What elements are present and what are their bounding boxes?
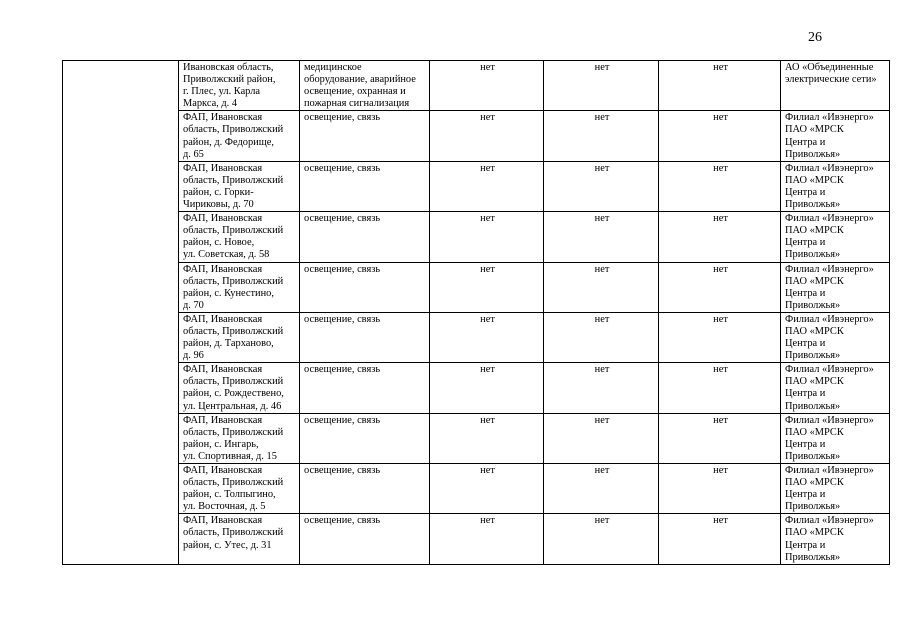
col3-cell [430, 413, 544, 463]
col4-cell [544, 61, 659, 111]
col5-cell [659, 212, 781, 262]
equipment-text: освещение, связь [304, 112, 381, 124]
organization-cell [781, 111, 890, 161]
organization-cell [781, 61, 890, 111]
col3-cell [430, 464, 544, 514]
col4-text: нет [594, 112, 610, 124]
address-cell [179, 61, 300, 111]
equipment-text: освещение, связь [304, 162, 381, 174]
col3-cell [430, 61, 544, 111]
col4-text: нет [594, 364, 610, 376]
col5-cell [659, 312, 781, 362]
organization-cell [781, 464, 890, 514]
col5-text: нет [713, 213, 728, 225]
col3-text: нет [480, 62, 495, 73]
col3-cell [430, 262, 544, 312]
organization-cell [781, 262, 890, 312]
equipment-cell [300, 61, 430, 111]
organization-text: Филиал «Ивэнерго» ПАО «МРСК Центра и Приволжья» [785, 465, 874, 513]
organization-text: Филиал «Ивэнерго» ПАО «МРСК Центра и Приволжья» [785, 112, 874, 160]
col4-cell [544, 262, 659, 312]
col4-text: нет [594, 414, 610, 426]
col4-cell [544, 212, 659, 262]
address-text: ФАП, Ивановская область, Приволжский район, с. Рождествено, ул. Центральная, д. 46 [183, 364, 284, 412]
col4-text: нет [594, 465, 610, 476]
organization-cell [781, 514, 890, 564]
col3-text: нет [480, 213, 495, 225]
equipment-cell [300, 312, 430, 362]
col5-cell [659, 363, 781, 413]
organization-text: Филиал «Ивэнерго» ПАО «МРСК Центра и Приволжья» [785, 364, 874, 412]
table-row [63, 464, 890, 514]
col3-text: нет [480, 465, 495, 476]
col4-text: нет [594, 62, 610, 73]
equipment-cell [300, 413, 430, 463]
organization-text: Филиал «Ивэнерго» ПАО «МРСК Центра и Приволжья» [785, 162, 874, 211]
col5-text: нет [713, 162, 728, 174]
table-row [63, 413, 890, 463]
equipment-cell [300, 111, 430, 161]
organization-text: Филиал «Ивэнерго» ПАО «МРСК Центра и Приволжья» [785, 263, 874, 311]
col3-cell [430, 312, 544, 362]
address-text: ФАП, Ивановская область, Приволжский район, с. Кунестино, д. 70 [183, 263, 284, 311]
address-cell [179, 464, 300, 514]
organization-text: АО «Объединенные электрические сети» [785, 62, 877, 86]
equipment-cell [300, 363, 430, 413]
address-cell [179, 514, 300, 564]
table-row [63, 61, 890, 111]
col3-text: нет [480, 263, 495, 275]
col5-cell [659, 111, 781, 161]
address-text: ФАП, Ивановская область, Приволжский район, с. Толпыгино, ул. Восточная, д. 5 [183, 465, 284, 513]
address-cell [179, 161, 300, 211]
col3-text: нет [480, 112, 495, 124]
col3-cell [430, 212, 544, 262]
col5-text: нет [713, 263, 728, 275]
col4-cell [544, 413, 659, 463]
col5-cell [659, 413, 781, 463]
col5-cell [659, 61, 781, 111]
col5-cell [659, 161, 781, 211]
equipment-text: освещение, связь [304, 313, 381, 325]
number-cell [63, 61, 179, 565]
organization-cell [781, 212, 890, 262]
col5-cell [659, 262, 781, 312]
col3-cell [430, 514, 544, 564]
col3-text: нет [480, 162, 495, 174]
col5-text: нет [713, 364, 728, 376]
page-number: 26 [808, 30, 822, 45]
col4-text: нет [594, 313, 610, 325]
table-row [63, 262, 890, 312]
equipment-text: освещение, связь [304, 364, 381, 376]
organization-cell [781, 161, 890, 211]
equipment-cell [300, 212, 430, 262]
address-cell [179, 111, 300, 161]
col4-text: нет [594, 213, 610, 225]
col5-text: нет [713, 112, 728, 124]
col5-text: нет [713, 465, 728, 476]
col4-text: нет [594, 263, 610, 275]
address-cell [179, 262, 300, 312]
col3-text: нет [480, 313, 495, 325]
table-row [63, 312, 890, 362]
col5-text: нет [713, 414, 728, 426]
equipment-text: освещение, связь [304, 213, 381, 225]
equipment-cell [300, 161, 430, 211]
col5-text: нет [713, 515, 728, 527]
col3-text: нет [480, 364, 495, 376]
col5-cell [659, 514, 781, 564]
col4-text: нет [594, 162, 610, 174]
address-cell [179, 212, 300, 262]
organization-text: Филиал «Ивэнерго» ПАО «МРСК Центра и Приволжья» [785, 213, 874, 261]
address-text: ФАП, Ивановская область, Приволжский район, с. Утес, д. 31 [183, 515, 284, 551]
col3-text: нет [480, 414, 495, 426]
table-body [63, 61, 890, 565]
col4-cell [544, 312, 659, 362]
equipment-text: медицинское оборудование, аварийное освещение, охранная и пожарная сигнализация [304, 62, 416, 110]
equipment-text: освещение, связь [304, 465, 381, 476]
address-text: Ивановская область, Приволжский район, г. Плес, ул. Карла Маркса, д. 4 [183, 62, 276, 110]
col5-cell [659, 464, 781, 514]
equipment-text: освещение, связь [304, 515, 381, 527]
table-row [63, 514, 890, 564]
table-row [63, 363, 890, 413]
organization-text: Филиал «Ивэнерго» ПАО «МРСК Центра и Приволжья» [785, 515, 874, 563]
col3-text: нет [480, 515, 495, 527]
table-row [63, 212, 890, 262]
organization-cell [781, 312, 890, 362]
equipment-cell [300, 514, 430, 564]
address-text: ФАП, Ивановская область, Приволжский район, д. Федорище, д. 65 [183, 112, 284, 160]
col3-cell [430, 363, 544, 413]
organization-cell [781, 413, 890, 463]
organization-text: Филиал «Ивэнерго» ПАО «МРСК Центра и Приволжья» [785, 414, 874, 462]
address-text: ФАП, Ивановская область, Приволжский район, с. Новое, ул. Советская, д. 58 [183, 213, 284, 261]
table-row [63, 161, 890, 211]
col4-cell [544, 111, 659, 161]
address-cell [179, 312, 300, 362]
table-row [63, 111, 890, 161]
address-cell [179, 413, 300, 463]
col3-cell [430, 111, 544, 161]
equipment-text: освещение, связь [304, 414, 381, 426]
col5-text: нет [713, 313, 728, 325]
address-text: ФАП, Ивановская область, Приволжский район, с. Горки- Чириковы, д. 70 [183, 162, 284, 211]
organization-cell [781, 363, 890, 413]
col4-text: нет [594, 515, 610, 527]
col5-text: нет [713, 62, 728, 73]
col4-cell [544, 161, 659, 211]
col4-cell [544, 514, 659, 564]
address-text: ФАП, Ивановская область, Приволжский район, д. Тарханово, д. 96 [183, 313, 284, 362]
facilities-table [62, 60, 890, 565]
equipment-text: освещение, связь [304, 263, 381, 275]
col4-cell [544, 363, 659, 413]
col3-cell [430, 161, 544, 211]
address-cell [179, 363, 300, 413]
col4-cell [544, 464, 659, 514]
organization-text: Филиал «Ивэнерго» ПАО «МРСК Центра и Приволжья» [785, 313, 874, 362]
equipment-cell [300, 464, 430, 514]
address-text: ФАП, Ивановская область, Приволжский район, с. Ингарь, ул. Спортивная, д. 15 [183, 414, 284, 462]
equipment-cell [300, 262, 430, 312]
